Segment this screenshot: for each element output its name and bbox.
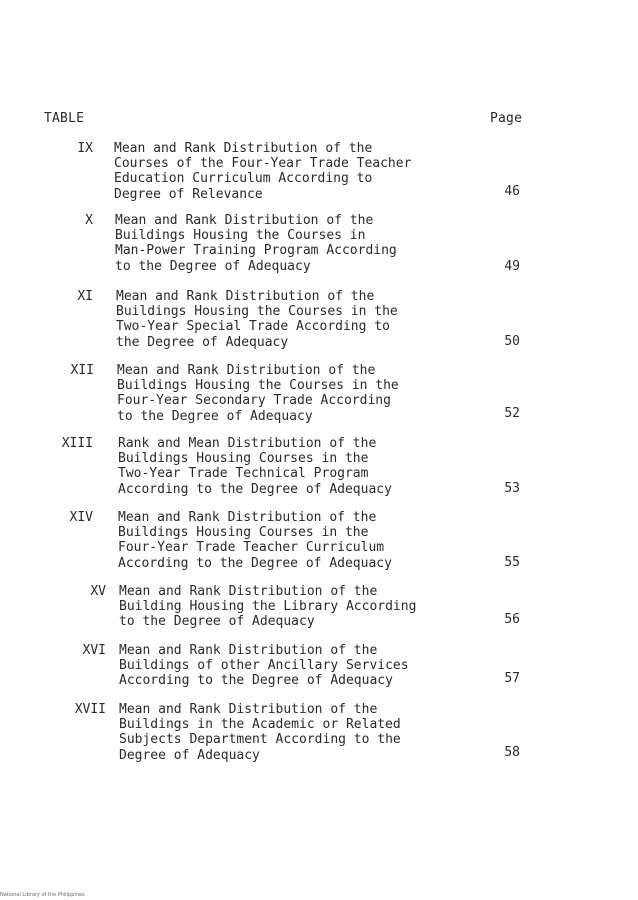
entry-title: Mean and Rank Distribution of the Buildings in the Academic or Related Subjects Department According to the Degree of Adequacy <box>119 702 401 763</box>
entry-number: XII <box>70 363 94 378</box>
entry-page: 58 <box>504 745 520 760</box>
entry-number: XIV <box>69 510 93 525</box>
entry-number: XVI <box>82 643 106 658</box>
page-column-header: Page <box>490 111 523 126</box>
entry-number: XVII <box>74 702 106 717</box>
entry-page: 53 <box>504 481 520 496</box>
entry-title: Mean and Rank Distribution of the Courses of the Four-Year Trade Teacher Education Curriculum According to Degree of Relevance <box>114 141 412 202</box>
entry-page: 50 <box>504 334 520 349</box>
entry-number: X <box>85 213 93 228</box>
entry-title: Mean and Rank Distribution of the Buildings Housing the Courses in Man-Power Training Program According to the Degree of Adequacy <box>115 213 397 274</box>
entry-title: Mean and Rank Distribution of the Buildings of other Ancillary Services According to the Degree of Adequacy <box>119 643 409 689</box>
entry-number: IX <box>77 141 93 156</box>
entry-title: Mean and Rank Distribution of the Buildings Housing the Courses in the Two-Year Special Trade According to the Degree of Adequacy <box>116 289 398 350</box>
entry-page: 49 <box>504 259 520 274</box>
entry-page: 46 <box>504 184 520 199</box>
entry-number: XV <box>90 584 106 599</box>
entry-number: XIII <box>61 436 93 451</box>
entry-page: 55 <box>504 555 520 570</box>
footer-watermark: National Library of the Philippines <box>0 892 85 898</box>
entry-title: Mean and Rank Distribution of the Building Housing the Library According to the Degree of Adequacy <box>119 584 417 630</box>
entry-title: Rank and Mean Distribution of the Buildings Housing Courses in the Two-Year Trade Technical Program According to the Degree of Adequacy <box>118 436 392 497</box>
entry-page: 52 <box>504 406 520 421</box>
entry-page: 56 <box>504 612 520 627</box>
entry-title: Mean and Rank Distribution of the Buildings Housing the Courses in the Four-Year Secondary Trade According to the Degree of Adequacy <box>117 363 399 424</box>
entry-title: Mean and Rank Distribution of the Buildings Housing Courses in the Four-Year Trade Teacher Curriculum According to the Degree of Adequacy <box>118 510 392 571</box>
entry-number: XI <box>77 289 93 304</box>
entry-page: 57 <box>504 671 520 686</box>
table-column-header: TABLE <box>44 111 85 126</box>
